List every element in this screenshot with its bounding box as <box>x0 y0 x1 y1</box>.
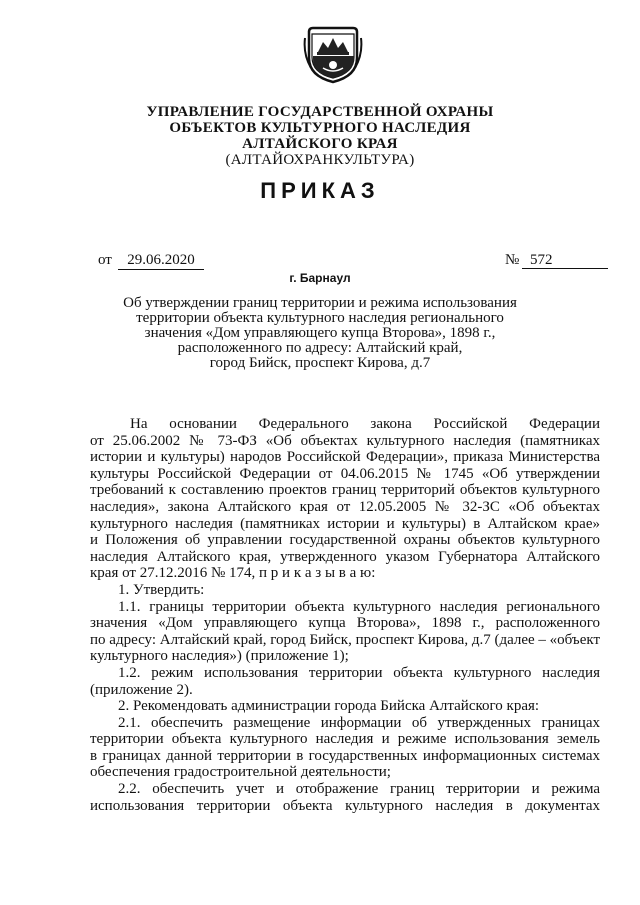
city-name: г. Барнаул <box>289 271 351 285</box>
body-line: территории объекта культурного наследия и режиме использования земель <box>90 731 600 748</box>
body-line: обеспечения градостроительной деятельности; <box>90 764 391 781</box>
body-line: культуры Российской Федерации от 04.06.2015 № 1745 «Об утверждении <box>90 465 600 482</box>
body-line: культурного наследия») (приложение 1); <box>90 648 349 665</box>
body-line: На основании Федерального закона Российской Федерации <box>130 416 600 432</box>
organization-name <box>60 104 580 168</box>
subject-line: Об утверждении границ территории и режима использования <box>123 295 517 311</box>
body-line: 1.2. режим использования территории объекта культурного наследия <box>118 664 600 681</box>
body-line: 2.2. обеспечить учет и отображение границ территории и режима <box>118 781 600 798</box>
body-line: 1.1. границы территории объекта культурного наследия регионального <box>118 598 600 615</box>
body-line: края от 27.12.2016 № 174, п р и к а з ы в а ю: <box>90 565 376 582</box>
order-date: 29.06.2020 <box>118 252 204 270</box>
body-line: 1. Утвердить: <box>118 581 205 598</box>
subject-line: территории объекта культурного наследия регионального <box>136 310 504 326</box>
subject-line: город Бийск, проспект Кирова, д.7 <box>209 355 431 371</box>
body-line: истории и культуры) народов Российской Федерации», приказа Министерства <box>90 449 600 466</box>
coat-of-arms-icon <box>303 24 363 84</box>
subject-line: расположенного по адресу: Алтайский край, <box>177 340 463 356</box>
body-line: по адресу: Алтайский край, город Бийск, проспект Кирова, д.7 (далее – «объект <box>90 631 600 648</box>
body-line: 2.1. обеспечить размещение информации об утвержденных границах <box>118 714 600 731</box>
body-line: в границах данной территории в государственных информационных системах <box>90 747 600 764</box>
order-body-text <box>90 416 600 814</box>
order-number: 572 <box>522 252 608 269</box>
body-line: использования территории объекта культурного наследия в документах <box>90 797 600 814</box>
body-line: и Положения об управлении государственной охраны объектов культурного <box>90 532 600 549</box>
body-line: (приложение 2). <box>90 681 193 698</box>
body-line: наследия Алтайского края, утвержденного указом Губернатора Алтайского <box>90 548 600 565</box>
document-type-title: ПРИКАЗ <box>260 178 380 203</box>
org-line: ОБЪЕКТОВ КУЛЬТУРНОГО НАСЛЕДИЯ <box>169 120 471 136</box>
body-line: требований к составлению проектов границ территорий объектов культурного <box>90 482 600 499</box>
body-line: 2. Рекомендовать администрации города Бийска Алтайского края: <box>118 698 540 715</box>
body-line: значения «Дом управляющего купца Второва», 1898 г., расположенного <box>90 615 600 632</box>
order-subject <box>90 296 550 371</box>
body-line: наследия», закона Алтайского края от 12.05.2005 № 32-ЗС «Об объектах <box>90 498 600 515</box>
body-line: от 25.06.2002 № 73-ФЗ «Об объектах культурного наследия (памятниках <box>90 432 600 449</box>
date-prefix: от <box>98 252 112 268</box>
org-short-name: (АЛТАЙОХРАНКУЛЬТУРА) <box>225 152 415 168</box>
subject-line: значения «Дом управляющего купца Второва», 1898 г., <box>144 325 496 341</box>
number-prefix: № <box>505 252 520 268</box>
body-line: культурного наследия (памятниках истории и культуры) в Алтайском крае» <box>90 515 600 532</box>
org-line: УПРАВЛЕНИЕ ГОСУДАРСТВЕННОЙ ОХРАНЫ <box>146 104 494 120</box>
org-line: АЛТАЙСКОГО КРАЯ <box>242 136 398 152</box>
